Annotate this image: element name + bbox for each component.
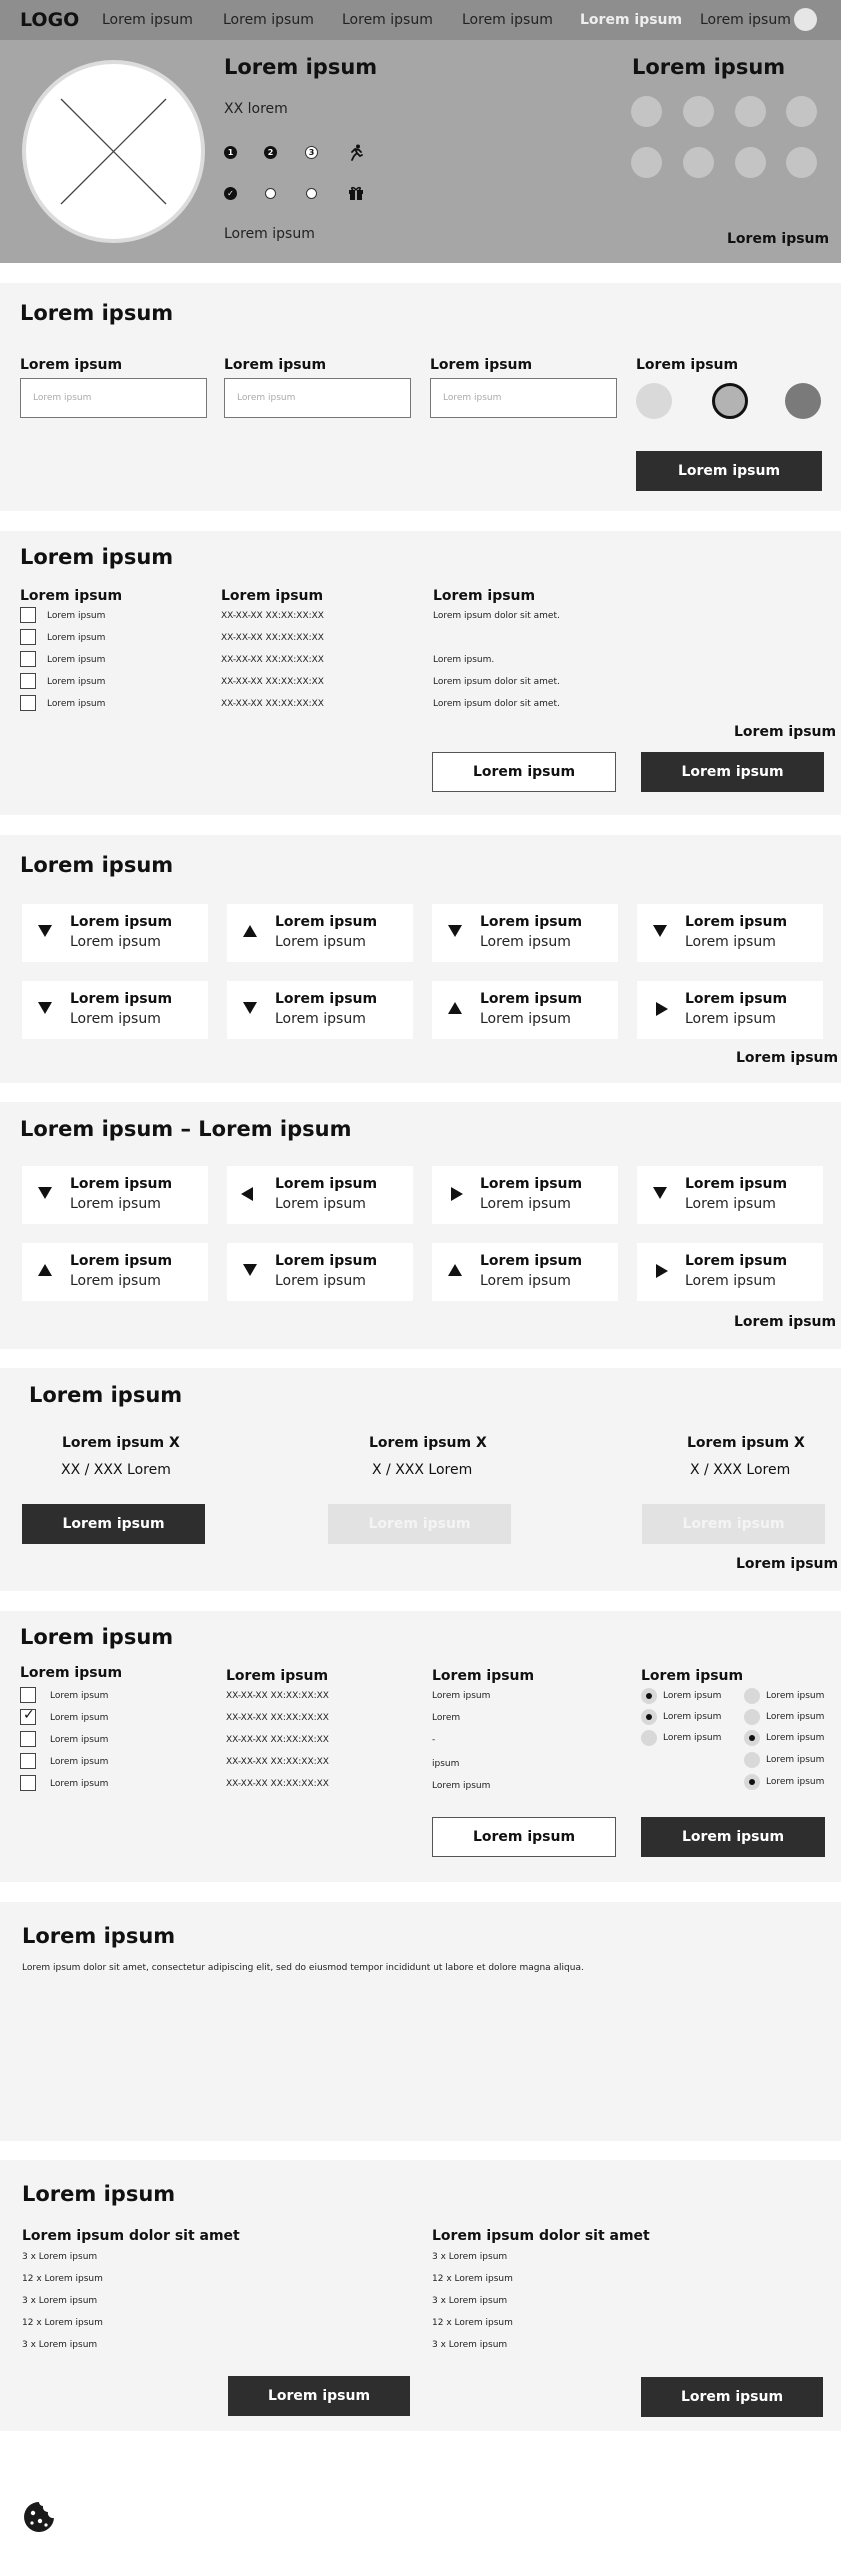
- card-subtitle: Lorem ipsum: [685, 1273, 776, 1289]
- arrow-down-icon: [243, 1264, 257, 1276]
- radio-label: Lorem ipsum: [663, 1733, 722, 1743]
- orders-section: [0, 2160, 841, 2431]
- order-item: 12 x Lorem ipsum: [432, 2274, 513, 2284]
- order-heading: Lorem ipsum dolor sit amet: [432, 2228, 650, 2244]
- column-header: Lorem ipsum: [433, 588, 536, 604]
- badge-placeholder: [786, 147, 817, 178]
- order-item: 3 x Lorem ipsum: [22, 2252, 98, 2262]
- badge-placeholder: [631, 96, 662, 127]
- stat-card[interactable]: [432, 981, 618, 1039]
- row-name: Lorem ipsum: [47, 611, 106, 621]
- radio-option[interactable]: [641, 1730, 657, 1746]
- submit-button[interactable]: Lorem ipsum: [636, 451, 822, 491]
- card-title: Lorem ipsum: [70, 1253, 173, 1269]
- profile-subtitle: XX lorem: [224, 101, 288, 117]
- badge-placeholder: [683, 147, 714, 178]
- swatch-label: Lorem ipsum: [636, 357, 739, 373]
- field-label: Lorem ipsum: [224, 357, 327, 373]
- arrow-down-icon: [243, 1002, 257, 1014]
- stat-card[interactable]: [22, 904, 208, 962]
- row-name: Lorem ipsum: [50, 1691, 109, 1701]
- row-checkbox[interactable]: [20, 651, 36, 667]
- column-header: Lorem ipsum: [20, 1665, 123, 1681]
- card-subtitle: Lorem ipsum: [480, 1196, 571, 1212]
- card-title: Lorem ipsum: [685, 1176, 788, 1192]
- row-checkbox[interactable]: [20, 1687, 36, 1703]
- gift-icon: [348, 185, 364, 201]
- card-title: Lorem ipsum: [275, 1253, 378, 1269]
- row-note: Lorem: [432, 1713, 461, 1723]
- check-icon: ✓: [224, 187, 237, 200]
- card-title: Lorem ipsum: [685, 1253, 788, 1269]
- row-checkbox[interactable]: [20, 629, 36, 645]
- card-title: Lorem ipsum: [275, 1176, 378, 1192]
- row-name: Lorem ipsum: [50, 1757, 109, 1767]
- stat-card[interactable]: [432, 1166, 618, 1224]
- column-header: Lorem ipsum: [226, 1668, 329, 1684]
- nav-item-5-active[interactable]: Lorem ipsum: [580, 12, 683, 28]
- stat-card[interactable]: [22, 1243, 208, 1301]
- card-title: Lorem ipsum: [480, 1253, 583, 1269]
- row-name: Lorem ipsum: [47, 677, 106, 687]
- row-code: XX-XX-XX XX:XX:XX:XX: [221, 677, 324, 687]
- form-section: [0, 283, 841, 511]
- running-icon: [348, 144, 364, 161]
- stat-card[interactable]: [227, 1166, 413, 1224]
- step-3-icon: 3: [305, 146, 318, 159]
- badge-placeholder: [735, 96, 766, 127]
- radio-label: Lorem ipsum: [766, 1733, 825, 1743]
- row-checkbox[interactable]: [20, 1775, 36, 1791]
- order-item: 3 x Lorem ipsum: [22, 2296, 98, 2306]
- order-item: 12 x Lorem ipsum: [432, 2318, 513, 2328]
- row-checkbox[interactable]: [20, 673, 36, 689]
- badges-link[interactable]: Lorem ipsum: [727, 231, 830, 247]
- column-header: Lorem ipsum: [221, 588, 324, 604]
- stat-card[interactable]: [637, 1166, 823, 1224]
- section-title: Lorem ipsum – Lorem ipsum: [20, 1117, 352, 1141]
- order-button[interactable]: Lorem ipsum: [641, 2377, 823, 2417]
- profile-hero: [0, 40, 841, 263]
- nav-item-2[interactable]: Lorem ipsum: [223, 12, 314, 28]
- radio-option[interactable]: [744, 1688, 760, 1704]
- row-code: XX-XX-XX XX:XX:XX:XX: [226, 1691, 329, 1701]
- badge-placeholder: [683, 96, 714, 127]
- arrow-up-icon: [448, 1264, 462, 1276]
- radio-option-selected[interactable]: [744, 1774, 760, 1790]
- list-section-2: [0, 1611, 841, 1882]
- radio-option-selected[interactable]: [641, 1709, 657, 1725]
- card-subtitle: Lorem ipsum: [70, 1011, 161, 1027]
- row-note: Lorem ipsum: [432, 1691, 491, 1701]
- order-item: 3 x Lorem ipsum: [432, 2340, 508, 2350]
- radio-label: Lorem ipsum: [663, 1712, 722, 1722]
- card-title: Lorem ipsum: [685, 991, 788, 1007]
- color-swatch-light[interactable]: [636, 383, 672, 419]
- arrow-down-icon: [448, 925, 462, 937]
- card-title: Lorem ipsum: [685, 914, 788, 930]
- top-navigation: [0, 0, 841, 40]
- text-input-2[interactable]: Lorem ipsum: [224, 378, 411, 418]
- radio-label: Lorem ipsum: [766, 1777, 825, 1787]
- cookie-icon[interactable]: [22, 2500, 56, 2534]
- row-note: -: [432, 1735, 436, 1745]
- step-2-icon: 2: [264, 146, 277, 159]
- plan-price: X / XXX Lorem: [372, 1462, 473, 1478]
- row-code: XX-XX-XX XX:XX:XX:XX: [221, 699, 324, 709]
- row-note: Lorem ipsum dolor sit amet.: [433, 611, 560, 621]
- cards-link[interactable]: Lorem ipsum: [734, 1314, 837, 1330]
- order-item: 3 x Lorem ipsum: [22, 2340, 98, 2350]
- badge-placeholder: [735, 147, 766, 178]
- row-name: Lorem ipsum: [50, 1735, 109, 1745]
- stat-card[interactable]: [432, 1243, 618, 1301]
- card-subtitle: Lorem ipsum: [480, 934, 571, 950]
- column-header: Lorem ipsum: [641, 1668, 744, 1684]
- radio-option[interactable]: [744, 1709, 760, 1725]
- row-name: Lorem ipsum: [50, 1779, 109, 1789]
- plan-name: Lorem ipsum X: [62, 1435, 180, 1451]
- section-title: Lorem ipsum: [20, 1625, 174, 1649]
- card-title: Lorem ipsum: [70, 991, 173, 1007]
- plan-select-button-disabled: Lorem ipsum: [642, 1504, 825, 1544]
- row-checkbox[interactable]: [20, 1753, 36, 1769]
- user-avatar[interactable]: [794, 8, 817, 31]
- radio-label: Lorem ipsum: [766, 1712, 825, 1722]
- card-subtitle: Lorem ipsum: [70, 934, 161, 950]
- field-label: Lorem ipsum: [20, 357, 123, 373]
- row-note: Lorem ipsum dolor sit amet.: [433, 677, 560, 687]
- card-title: Lorem ipsum: [70, 1176, 173, 1192]
- badge-placeholder: [631, 147, 662, 178]
- row-name: Lorem ipsum: [47, 655, 106, 665]
- row-code: XX-XX-XX XX:XX:XX:XX: [221, 633, 324, 643]
- order-item: 12 x Lorem ipsum: [22, 2318, 103, 2328]
- card-subtitle: Lorem ipsum: [480, 1273, 571, 1289]
- arrow-up-icon: [448, 1002, 462, 1014]
- arrow-down-icon: [38, 1187, 52, 1199]
- step-pending-icon: [306, 188, 317, 199]
- section-title: Lorem ipsum: [20, 545, 174, 569]
- row-note: Lorem ipsum dolor sit amet.: [433, 699, 560, 709]
- arrow-down-icon: [653, 925, 667, 937]
- arrow-right-icon: [656, 1264, 668, 1278]
- card-subtitle: Lorem ipsum: [275, 1011, 366, 1027]
- radio-label: Lorem ipsum: [663, 1691, 722, 1701]
- order-button[interactable]: Lorem ipsum: [228, 2376, 410, 2416]
- row-name: Lorem ipsum: [47, 633, 106, 643]
- plan-name: Lorem ipsum X: [687, 1435, 805, 1451]
- row-code: XX-XX-XX XX:XX:XX:XX: [226, 1757, 329, 1767]
- badge-placeholder: [786, 96, 817, 127]
- card-subtitle: Lorem ipsum: [70, 1273, 161, 1289]
- card-subtitle: Lorem ipsum: [275, 934, 366, 950]
- row-checkbox[interactable]: [20, 695, 36, 711]
- text-section: [0, 1902, 841, 2141]
- stat-card[interactable]: [637, 1243, 823, 1301]
- plan-price: XX / XXX Lorem: [61, 1462, 171, 1478]
- row-checkbox-checked[interactable]: [20, 1709, 36, 1725]
- card-subtitle: Lorem ipsum: [70, 1196, 161, 1212]
- row-code: XX-XX-XX XX:XX:XX:XX: [221, 611, 324, 621]
- section-title: Lorem ipsum: [29, 1383, 183, 1407]
- arrow-right-icon: [451, 1187, 463, 1201]
- secondary-button[interactable]: Lorem ipsum: [432, 1817, 616, 1857]
- stat-card[interactable]: [22, 1166, 208, 1224]
- arrow-up-icon: [243, 925, 257, 937]
- stat-card[interactable]: [227, 1243, 413, 1301]
- row-note: Lorem ipsum.: [433, 655, 495, 665]
- card-subtitle: Lorem ipsum: [480, 1011, 571, 1027]
- order-heading: Lorem ipsum dolor sit amet: [22, 2228, 240, 2244]
- radio-option[interactable]: [744, 1752, 760, 1768]
- arrow-up-icon: [38, 1264, 52, 1276]
- step-1-icon: 1: [224, 146, 237, 159]
- profile-footer-text: Lorem ipsum: [224, 226, 315, 242]
- primary-button[interactable]: Lorem ipsum: [641, 1817, 825, 1857]
- list-link[interactable]: Lorem ipsum: [734, 724, 837, 740]
- order-item: 12 x Lorem ipsum: [22, 2274, 103, 2284]
- order-item: 3 x Lorem ipsum: [432, 2252, 508, 2262]
- cards-section-1: [0, 835, 841, 1083]
- color-swatch-selected[interactable]: [712, 383, 748, 419]
- card-subtitle: Lorem ipsum: [685, 934, 776, 950]
- stat-card[interactable]: [22, 981, 208, 1039]
- step-pending-icon: [265, 188, 276, 199]
- radio-option-selected[interactable]: [744, 1730, 760, 1746]
- plans-section: [0, 1368, 841, 1591]
- nav-item-4[interactable]: Lorem ipsum: [462, 12, 553, 28]
- plan-name: Lorem ipsum X: [369, 1435, 487, 1451]
- field-label: Lorem ipsum: [430, 357, 533, 373]
- row-checkbox[interactable]: [20, 607, 36, 623]
- color-swatch-dark[interactable]: [785, 383, 821, 419]
- row-name: Lorem ipsum: [50, 1713, 109, 1723]
- row-name: Lorem ipsum: [47, 699, 106, 709]
- section-title: Lorem ipsum: [20, 301, 174, 325]
- list-section: [0, 531, 841, 815]
- row-note: ipsum: [432, 1759, 460, 1769]
- radio-option-selected[interactable]: [641, 1688, 657, 1704]
- row-code: XX-XX-XX XX:XX:XX:XX: [226, 1779, 329, 1789]
- cards-section-2: [0, 1102, 841, 1349]
- card-subtitle: Lorem ipsum: [685, 1011, 776, 1027]
- arrow-right-icon: [656, 1002, 668, 1016]
- logo[interactable]: LOGO: [20, 9, 80, 31]
- radio-label: Lorem ipsum: [766, 1691, 825, 1701]
- card-title: Lorem ipsum: [275, 991, 378, 1007]
- order-item: 3 x Lorem ipsum: [432, 2296, 508, 2306]
- stat-card[interactable]: [637, 981, 823, 1039]
- row-note: Lorem ipsum: [432, 1781, 491, 1791]
- row-code: XX-XX-XX XX:XX:XX:XX: [226, 1735, 329, 1745]
- card-subtitle: Lorem ipsum: [275, 1196, 366, 1212]
- stat-card[interactable]: [432, 904, 618, 962]
- image-placeholder-icon: [26, 64, 201, 239]
- column-header: Lorem ipsum: [20, 588, 123, 604]
- badges-title: Lorem ipsum: [632, 55, 786, 79]
- cards-link[interactable]: Lorem ipsum: [736, 1050, 839, 1066]
- card-title: Lorem ipsum: [70, 914, 173, 930]
- row-code: XX-XX-XX XX:XX:XX:XX: [226, 1713, 329, 1723]
- stat-card[interactable]: [227, 981, 413, 1039]
- arrow-down-icon: [38, 1002, 52, 1014]
- stat-card[interactable]: [637, 904, 823, 962]
- arrow-down-icon: [38, 925, 52, 937]
- plan-select-button-disabled: Lorem ipsum: [328, 1504, 511, 1544]
- card-subtitle: Lorem ipsum: [275, 1273, 366, 1289]
- plans-link[interactable]: Lorem ipsum: [736, 1556, 839, 1572]
- text-input-1[interactable]: Lorem ipsum: [20, 378, 207, 418]
- card-title: Lorem ipsum: [480, 991, 583, 1007]
- nav-item-3[interactable]: Lorem ipsum: [342, 12, 433, 28]
- section-title: Lorem ipsum: [20, 853, 174, 877]
- stat-card[interactable]: [227, 904, 413, 962]
- plan-price: X / XXX Lorem: [690, 1462, 791, 1478]
- arrow-left-icon: [241, 1187, 253, 1201]
- profile-name: Lorem ipsum: [224, 55, 378, 79]
- nav-item-1[interactable]: Lorem ipsum: [102, 12, 193, 28]
- radio-label: Lorem ipsum: [766, 1755, 825, 1765]
- card-title: Lorem ipsum: [480, 1176, 583, 1192]
- row-checkbox[interactable]: [20, 1731, 36, 1747]
- nav-item-6[interactable]: Lorem ipsum: [700, 12, 791, 28]
- primary-button[interactable]: Lorem ipsum: [641, 752, 824, 792]
- arrow-down-icon: [653, 1187, 667, 1199]
- body-text: Lorem ipsum dolor sit amet, consectetur adipiscing elit, sed do eiusmod tempor incididunt ut labore et dolore magna aliqua.: [22, 1963, 584, 1973]
- text-input-3[interactable]: Lorem ipsum: [430, 378, 617, 418]
- column-header: Lorem ipsum: [432, 1668, 535, 1684]
- section-title: Lorem ipsum: [22, 1924, 176, 1948]
- section-title: Lorem ipsum: [22, 2182, 176, 2206]
- plan-select-button[interactable]: Lorem ipsum: [22, 1504, 205, 1544]
- card-title: Lorem ipsum: [480, 914, 583, 930]
- row-code: XX-XX-XX XX:XX:XX:XX: [221, 655, 324, 665]
- card-subtitle: Lorem ipsum: [685, 1196, 776, 1212]
- profile-photo-placeholder: [22, 60, 205, 243]
- card-title: Lorem ipsum: [275, 914, 378, 930]
- secondary-button[interactable]: Lorem ipsum: [432, 752, 616, 792]
